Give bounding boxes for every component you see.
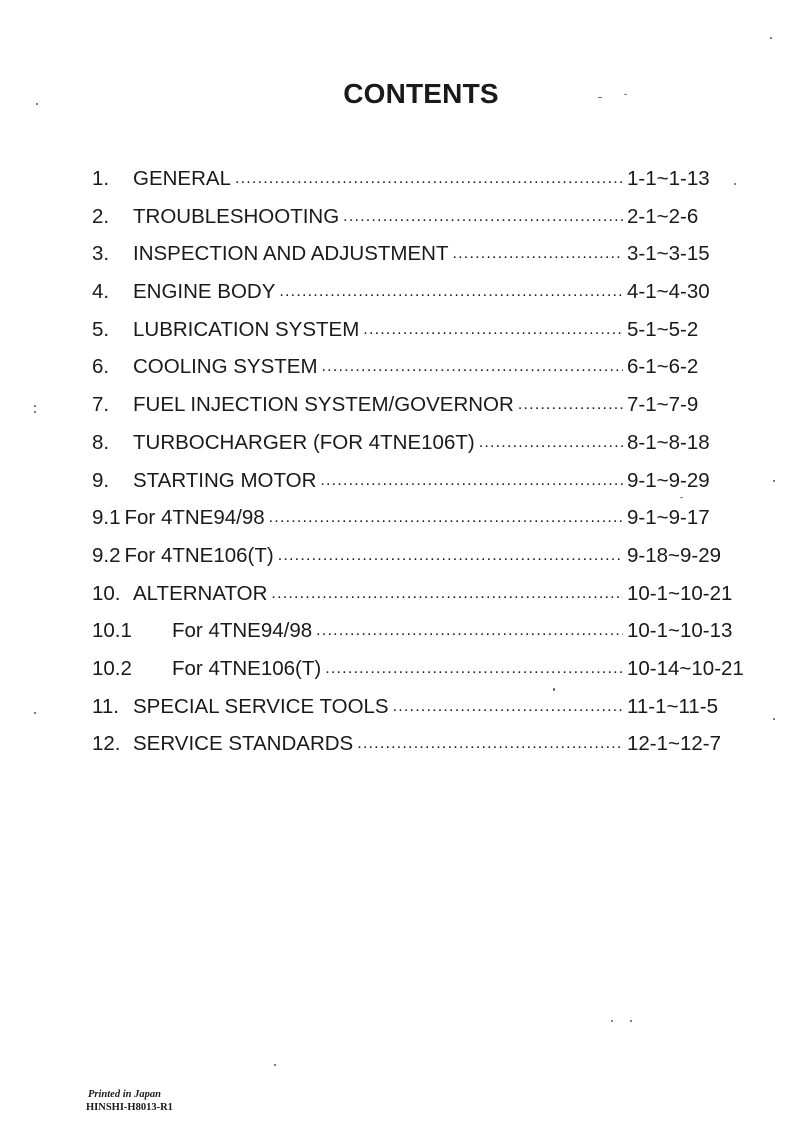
toc-entry-number: 10. (92, 581, 121, 605)
toc-dot-leader (453, 233, 623, 273)
toc-entry-11[interactable] (92, 688, 724, 726)
toc-entry-1[interactable] (92, 160, 724, 198)
toc-entry-number: 10.1 (92, 619, 132, 643)
toc-entry-pages: 12-1~12-7 (627, 732, 722, 756)
toc-entry-10[interactable] (92, 575, 733, 613)
toc-entry-number: 9.1 (92, 506, 121, 530)
toc-entry-pages: 8-1~8-18 (627, 430, 710, 454)
toc-entry-12[interactable] (92, 725, 724, 763)
toc-entry-pages: 10-14~10-21 (627, 656, 744, 680)
scan-speck (598, 97, 602, 98)
scan-speck (680, 497, 683, 498)
toc-entry-pages: 7-1~7-9 (627, 393, 699, 417)
toc-entry-3[interactable] (92, 235, 724, 273)
toc-entry-title: ENGINE BODY (133, 280, 276, 304)
toc-entry-title: SERVICE STANDARDS (133, 732, 354, 756)
page-footer (86, 1088, 173, 1114)
toc-entry-pages: 9-1~9-17 (627, 506, 710, 530)
toc-entry-number: 10.2 (92, 656, 132, 680)
scan-speck (34, 411, 36, 413)
toc-entry-title: For 4TNE106(T) (124, 543, 274, 567)
page-title: CONTENTS (343, 78, 499, 109)
toc-entry-title: SPECIAL SERVICE TOOLS (133, 694, 389, 718)
toc-entry-number: 7. (92, 393, 110, 417)
toc-entry-number: 2. (92, 204, 110, 228)
toc-entry-pages: 5-1~5-2 (627, 317, 699, 341)
toc-entry-number: 9.2 (92, 543, 121, 567)
toc-entry-number: 9. (92, 468, 110, 492)
scan-speck (34, 712, 36, 714)
document-code: HINSHI-H8013-R1 (86, 1102, 173, 1113)
toc-entry-9-2[interactable] (92, 537, 724, 575)
toc-dot-leader (393, 686, 623, 726)
table-of-contents (92, 160, 744, 763)
scan-speck (624, 94, 627, 95)
toc-entry-number: 8. (92, 430, 110, 454)
toc-entry-title: GENERAL (133, 167, 231, 190)
toc-entry-number: 3. (92, 242, 110, 266)
toc-entry-pages: 3-1~3-15 (627, 242, 710, 266)
toc-entry-number: 6. (92, 355, 110, 379)
toc-entry-pages: 10-1~10-21 (627, 581, 733, 605)
toc-entry-10-1[interactable] (92, 612, 733, 650)
toc-entry-title: ALTERNATOR (133, 581, 268, 605)
toc-entry-pages: 9-18~9-29 (627, 543, 722, 567)
toc-entry-number: 4. (92, 280, 110, 304)
toc-entry-title: STARTING MOTOR (133, 468, 317, 492)
toc-entry-4[interactable] (92, 273, 724, 311)
toc-entry-title: For 4TNE94/98 (172, 619, 313, 643)
toc-entry-number: 1. (92, 167, 110, 190)
scan-speck (553, 688, 555, 691)
toc-dot-leader (235, 158, 623, 198)
toc-dot-leader (316, 610, 623, 650)
toc-entry-pages: 6-1~6-2 (627, 355, 699, 379)
toc-entry-number: 11. (92, 694, 119, 718)
toc-entry-pages: 10-1~10-13 (627, 619, 733, 643)
toc-dot-leader (320, 460, 623, 500)
toc-dot-leader (343, 196, 623, 236)
scan-speck (630, 1020, 632, 1022)
toc-entry-title: TROUBLESHOOTING (133, 204, 340, 228)
toc-entry-6[interactable] (92, 348, 724, 386)
toc-dot-leader (518, 384, 623, 424)
toc-entry-title: TURBOCHARGER (FOR 4TNE106T) (133, 430, 475, 454)
toc-entry-pages: 1-1~1-13 (627, 167, 710, 190)
scan-speck (773, 480, 775, 482)
toc-entry-pages: 11-1~11-5 (627, 694, 718, 718)
toc-entry-title: FUEL INJECTION SYSTEM/GOVERNOR (133, 393, 514, 417)
toc-entry-pages: 2-1~2-6 (627, 204, 699, 228)
scan-speck (734, 183, 736, 185)
toc-dot-leader (269, 497, 623, 537)
scan-speck (274, 1064, 276, 1066)
toc-entry-title: INSPECTION AND ADJUSTMENT (133, 242, 449, 266)
scan-speck (611, 1020, 613, 1022)
toc-dot-leader (363, 309, 623, 349)
toc-entry-title: COOLING SYSTEM (133, 355, 318, 379)
toc-entry-9-1[interactable] (92, 499, 724, 537)
toc-entry-title: For 4TNE94/98 (124, 506, 265, 530)
toc-entry-pages: 9-1~9-29 (627, 468, 710, 492)
toc-dot-leader (322, 346, 623, 386)
toc-entry-5[interactable] (92, 311, 724, 349)
scan-speck (773, 718, 775, 720)
toc-dot-leader (479, 422, 623, 462)
toc-dot-leader (325, 648, 623, 688)
toc-entry-10-2[interactable] (92, 650, 744, 688)
toc-entry-2[interactable] (92, 198, 724, 236)
toc-dot-leader (278, 535, 623, 575)
toc-dot-leader (271, 573, 623, 613)
toc-entry-title: For 4TNE106(T) (172, 656, 322, 680)
toc-entry-pages: 4-1~4-30 (627, 280, 710, 304)
toc-dot-leader (357, 723, 623, 763)
toc-entry-title: LUBRICATION SYSTEM (133, 317, 360, 341)
toc-entry-9[interactable] (92, 462, 724, 500)
toc-entry-number: 5. (92, 317, 110, 341)
toc-dot-leader (279, 271, 623, 311)
toc-entry-number: 12. (92, 732, 121, 756)
scan-speck (36, 103, 38, 105)
scan-speck (34, 405, 36, 407)
scan-speck (770, 37, 772, 39)
toc-entry-7[interactable] (92, 386, 724, 424)
printed-in-note: Printed in Japan (88, 1089, 161, 1100)
toc-entry-8[interactable] (92, 424, 724, 462)
